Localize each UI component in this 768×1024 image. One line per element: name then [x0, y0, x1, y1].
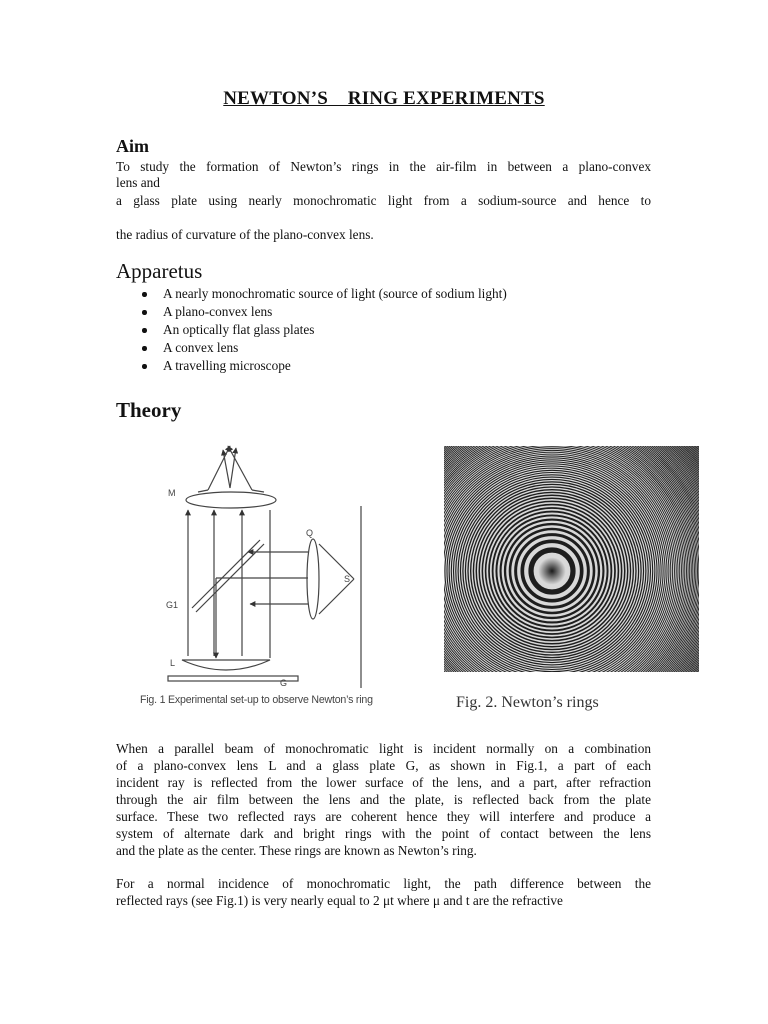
- body-line: When a parallel beam of monochromatic light is incident normally on a combination: [116, 741, 651, 756]
- body-line: of a plano-convex lens L and a glass plate G, as shown in Fig.1, a part of each: [116, 758, 651, 773]
- body-line: For a normal incidence of monochromatic light, the path difference between the: [116, 876, 651, 891]
- apparatus-heading: Apparetus: [116, 259, 203, 283]
- theory-heading: Theory: [116, 398, 182, 422]
- list-item: A plano-convex lens: [140, 303, 507, 321]
- list-item: A convex lens: [140, 339, 507, 357]
- list-item: An optically flat glass plates: [140, 321, 507, 339]
- list-item: A travelling microscope: [140, 357, 507, 375]
- label-q: Q: [306, 528, 314, 538]
- newtons-rings-image: [444, 446, 699, 672]
- aim-line-1: To study the formation of Newton’s rings in the air-film in between a plano-convex: [116, 159, 651, 174]
- body-line: reflected rays (see Fig.1) is very nearly equal to 2 μt where μ and t are the refractive: [116, 893, 563, 908]
- figure-2-caption: Fig. 2. Newton’s rings: [456, 694, 599, 711]
- apparatus-list: [140, 285, 507, 375]
- body-line: through the air film between the lens and the plate, is reflected back from the plate: [116, 792, 651, 807]
- body-line: system of alternate dark and bright rings with the point of contact between the lens: [116, 826, 651, 841]
- label-m: M: [168, 488, 176, 498]
- body-line: surface. These two reflected rays are coherent hence they will interfere and produce a: [116, 809, 651, 824]
- figure-1-caption: Fig. 1 Experimental set-up to observe Newton’s ring: [140, 694, 373, 706]
- aim-line-4: the radius of curvature of the plano-convex lens.: [116, 227, 374, 242]
- aim-heading: Aim: [116, 136, 149, 156]
- label-s: S: [344, 574, 351, 584]
- label-l: L: [170, 658, 176, 668]
- aim-line-2: lens and: [116, 175, 160, 190]
- document-title: NEWTON’S RING EXPERIMENTS: [223, 88, 545, 109]
- body-line: and the plate as the center. These rings are known as Newton’s ring.: [116, 843, 477, 858]
- list-item: A nearly monochromatic source of light (source of sodium light): [140, 285, 507, 303]
- label-g1: G1: [166, 600, 179, 610]
- label-g: G: [280, 678, 288, 688]
- experimental-setup-diagram: [130, 436, 430, 688]
- aim-line-3: a glass plate using nearly monochromatic light from a sodium-source and hence to: [116, 193, 651, 208]
- body-line: incident ray is reflected from the lower surface of the lens, and a part, after refraction: [116, 775, 651, 790]
